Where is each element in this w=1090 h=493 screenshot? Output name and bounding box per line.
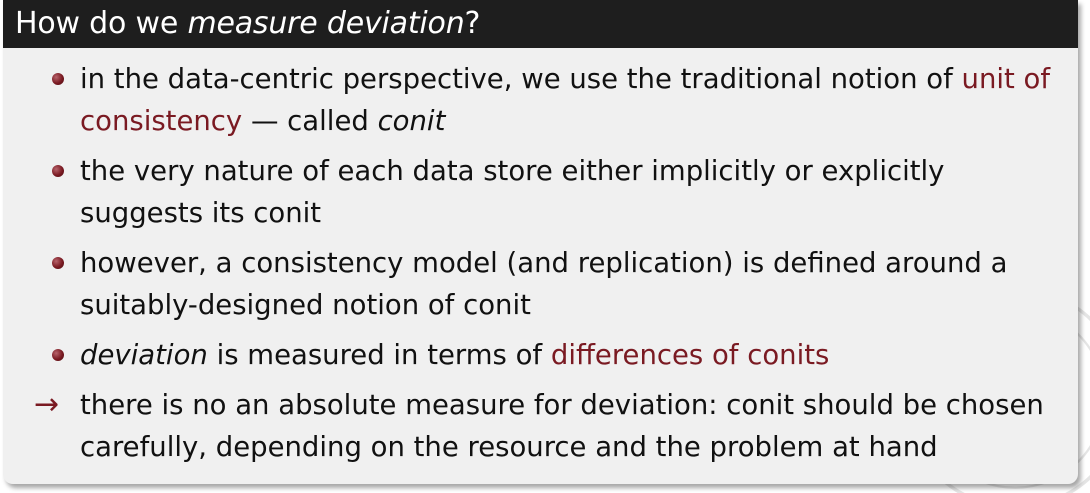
- slide-title: [3, 0, 1078, 48]
- item-text: is measured in terms of: [207, 339, 551, 371]
- bullet-icon: [52, 165, 64, 177]
- list-item: [3, 242, 1062, 326]
- italic-term: deviation: [80, 339, 208, 371]
- item-text: in the data-centric perspective, we use the traditional notion of: [80, 63, 962, 95]
- italic-term: conit: [377, 105, 446, 137]
- item-text: — called: [242, 105, 378, 137]
- highlight-term: unit of consistency: [80, 63, 1051, 137]
- content-block: [3, 0, 1078, 484]
- title-question-mark: ?: [464, 6, 481, 41]
- item-text: the very nature of each data store either implicitly or explicitly suggests its conit: [80, 155, 945, 229]
- bullet-icon: [52, 73, 64, 85]
- bullet-icon: [52, 349, 64, 361]
- highlight-term: differences of conits: [550, 339, 830, 371]
- list-item: [3, 58, 1062, 142]
- bullet-icon: [52, 257, 64, 269]
- title-text: How do we: [15, 6, 188, 41]
- list-item-arrow: [3, 384, 1062, 468]
- item-text: there is no an absolute measure for deviation: conit should be chosen carefully, depending on the resource and the problem at hand: [80, 389, 1044, 463]
- bullet-list: [3, 48, 1078, 468]
- list-item: [3, 334, 1062, 376]
- item-text: however, a consistency model (and replication) is defined around a suitably-designed notion of conit: [80, 247, 1008, 321]
- right-arrow-icon: →: [34, 387, 60, 422]
- list-item: [3, 150, 1062, 234]
- title-emphasis: measure deviation: [187, 6, 465, 41]
